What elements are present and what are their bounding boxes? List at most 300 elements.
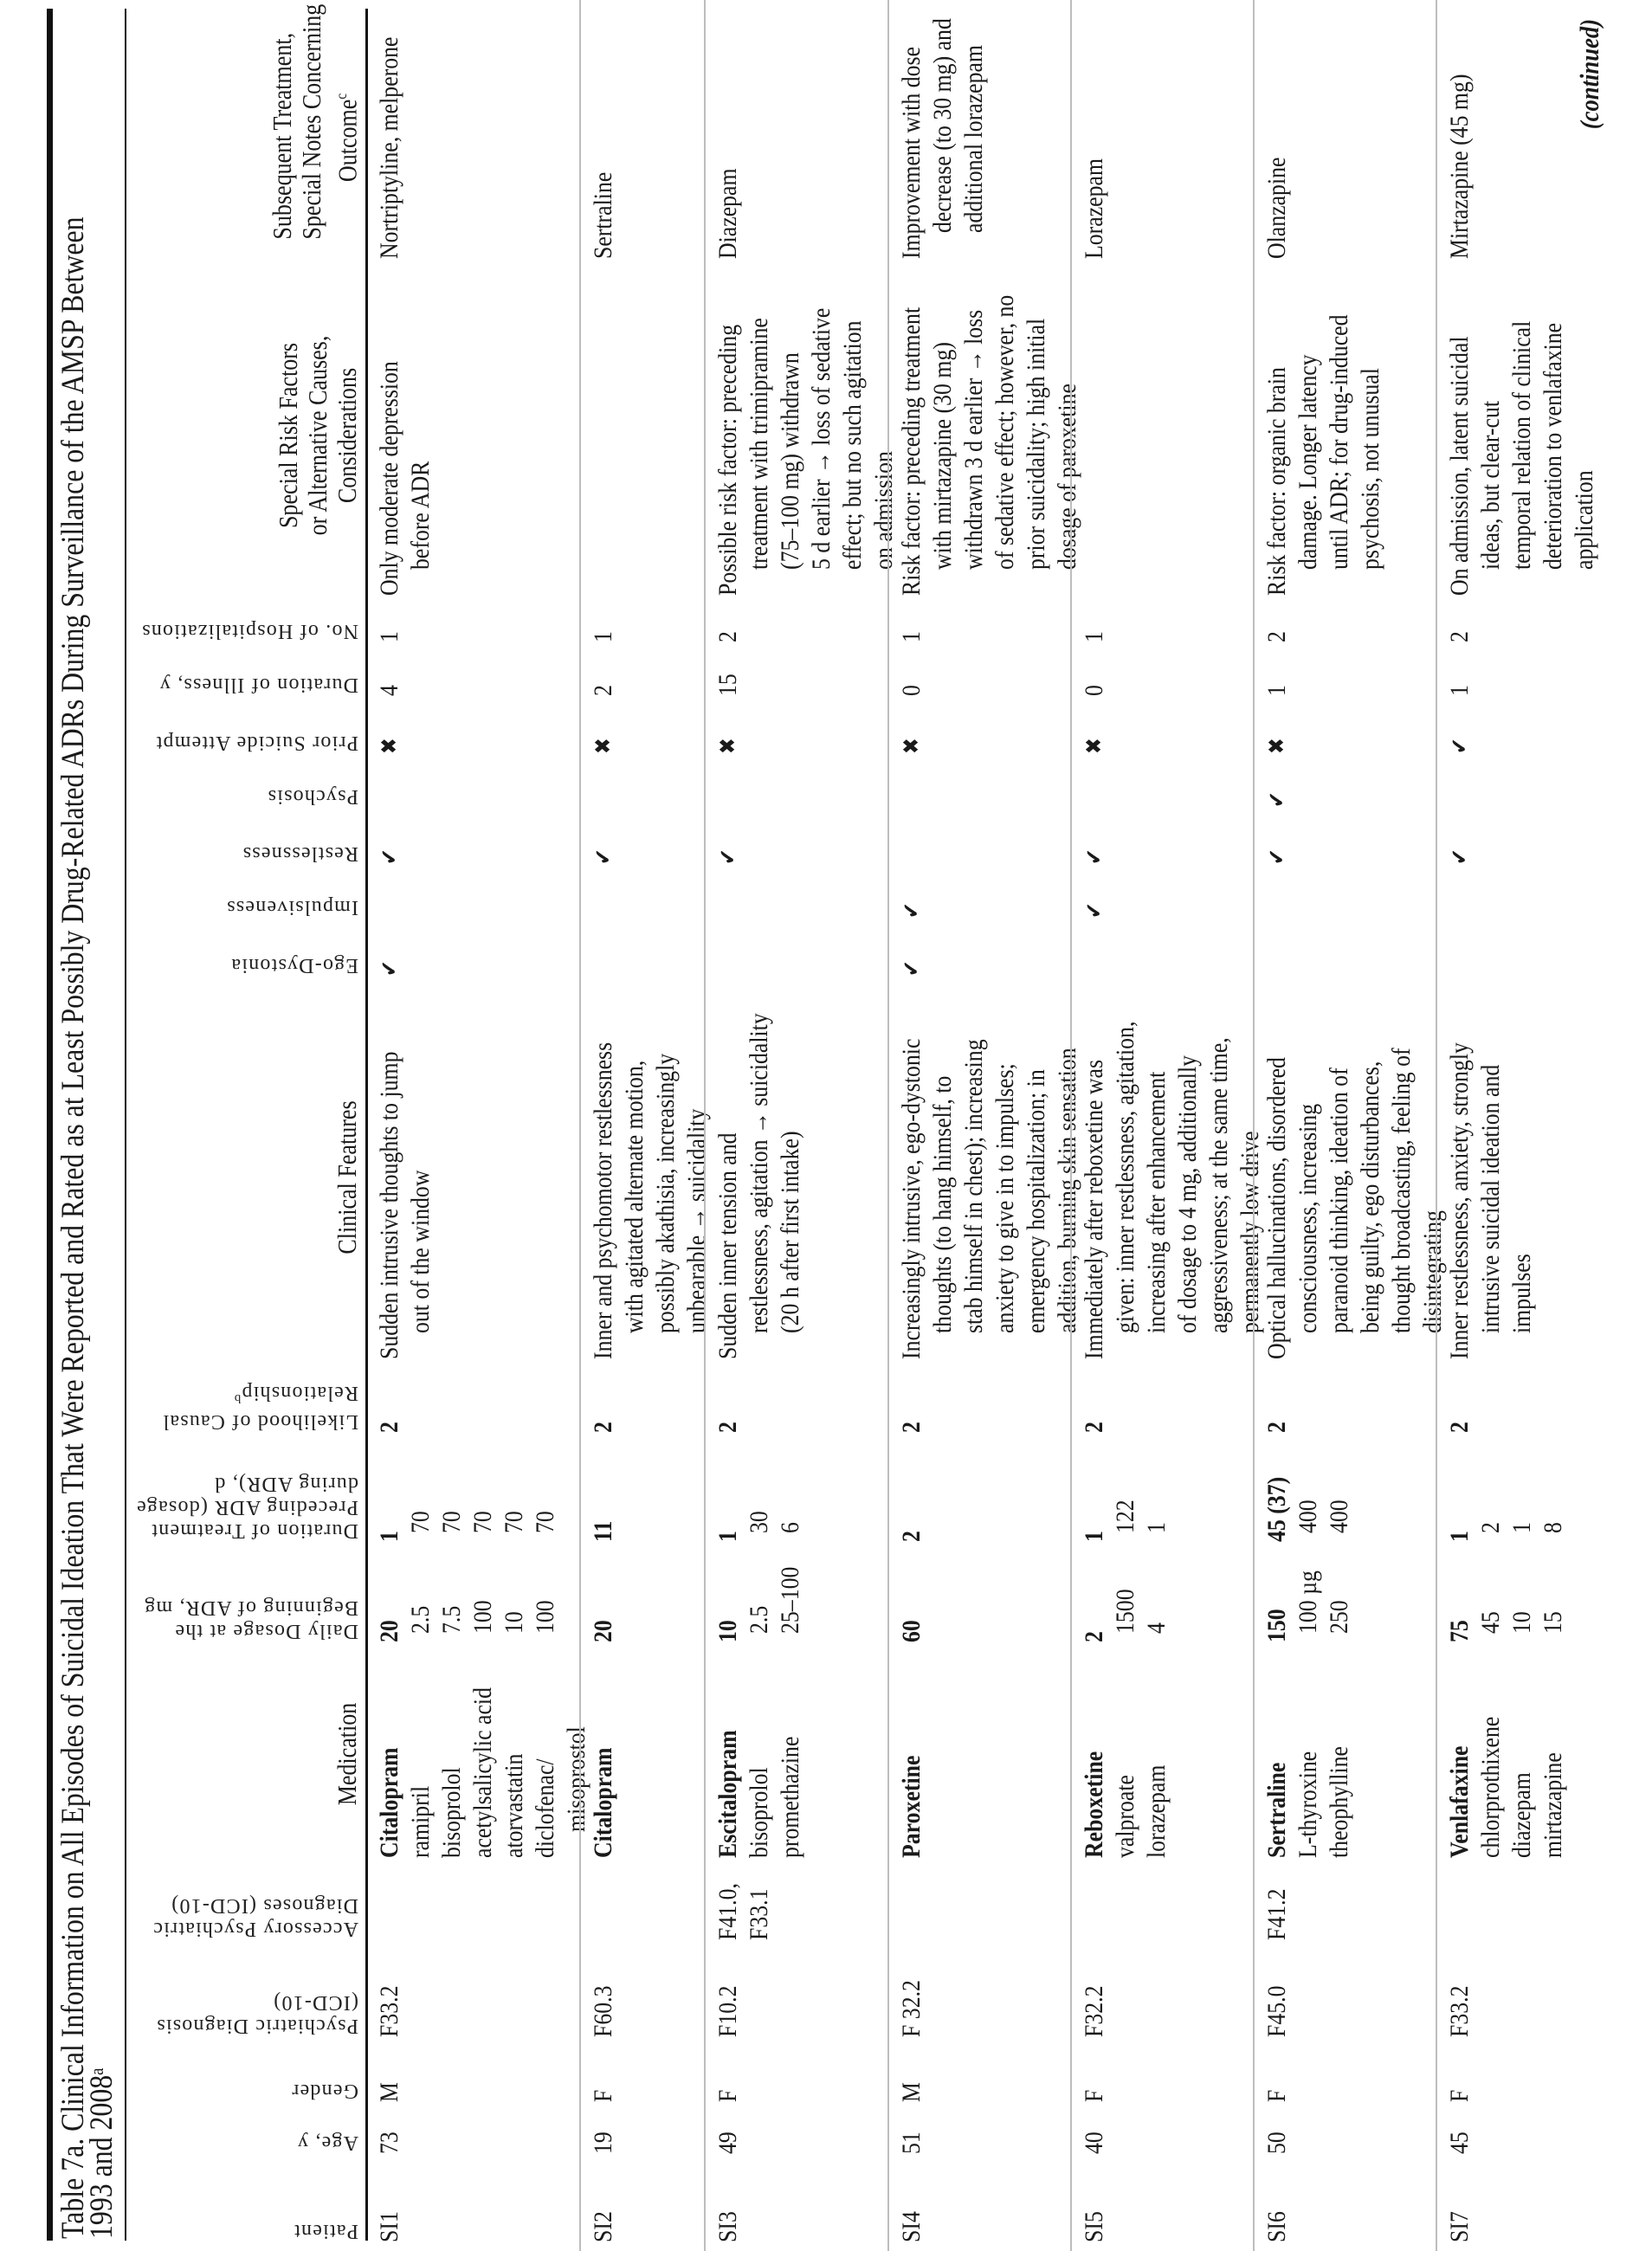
clinical-line: disintegrating: [1418, 1210, 1447, 1333]
column-header-line: [132, 1381, 358, 1409]
comedication: promethazine: [776, 1736, 804, 1858]
accessory-line: F41.0,: [713, 1883, 742, 1940]
duration-value: 45 (37): [1262, 1476, 1291, 1542]
subsequent-line: Improvement with dose: [897, 46, 926, 259]
column-header-line: Ego-Dystonia: [230, 954, 358, 977]
duration-value: 70: [468, 1511, 497, 1533]
risk-line: on admission: [869, 451, 898, 570]
duration-value: 1: [1445, 1531, 1474, 1542]
gender-value: F: [713, 2089, 742, 2102]
clinical-line: Immediately after reboxetine was: [1080, 1059, 1108, 1359]
column-header-illness-duration: [132, 673, 358, 696]
column-header-line: Patient: [293, 2220, 358, 2242]
table-row: [887, 0, 1081, 2251]
restlessness-cell: [713, 846, 744, 865]
column-header-line: Psychosis: [267, 785, 358, 808]
table-row: [1253, 0, 1447, 2251]
medications-cell: [713, 1709, 806, 1858]
risk-line: 5 d earlier → loss of sedative: [807, 307, 836, 570]
patient-value: SI5: [1080, 2211, 1108, 2242]
duration-value: 1: [1142, 1522, 1171, 1533]
table-title-line1: Table 7a. Clinical Information on All Episodes of Suicidal Ideation That Were Reported and Rated as at Least Possibly Drug-Related ADRs During Surveillance of the AMSP Between: [55, 216, 91, 2239]
duration-value: 1: [375, 1531, 403, 1542]
medications-cell: [1262, 1728, 1355, 1858]
medications-cell: [1444, 1693, 1569, 1858]
illness-duration-value: 4: [375, 685, 403, 696]
clinical-cell: [588, 990, 713, 1359]
age-value: 50: [1262, 2132, 1291, 2154]
comedication: diazepam: [1507, 1772, 1536, 1858]
comedication: valproate: [1111, 1775, 1139, 1858]
medications-cell: [588, 1730, 619, 1858]
age-cell: [1444, 2128, 1475, 2154]
patient-value: SI1: [375, 2211, 403, 2242]
clinical-line: given: inner restlessness, agitation,: [1111, 1021, 1139, 1333]
gender-value: F: [1445, 2089, 1474, 2102]
durations-cell: [1262, 1467, 1355, 1542]
risk-line: temporal relation of clinical: [1507, 320, 1536, 570]
footnote-mark: c: [332, 93, 350, 100]
cross-icon: ✖: [1264, 738, 1290, 754]
durations-cell: [1444, 1520, 1569, 1542]
clinical-line: stab himself in chest); increasing: [959, 1039, 988, 1333]
comedication: bisoprolol: [745, 1767, 773, 1858]
cross-icon: ✖: [377, 738, 403, 754]
risk-cell: [896, 250, 1083, 596]
risk-line: psychosis, not unusual: [1356, 368, 1384, 570]
column-header-line: (ICD-10): [273, 1991, 358, 2014]
checkmark-icon: ✔: [899, 902, 925, 919]
hospitalizations-value: 2: [713, 631, 742, 642]
dosage-value: 20: [375, 1620, 403, 1642]
dosage-value: 25–100: [776, 1566, 804, 1634]
clinical-line: Sudden inner tension and: [713, 1132, 742, 1359]
column-header-line: Duration of Illness, y: [158, 674, 358, 696]
likelihood-value: 2: [1262, 1422, 1291, 1433]
hospitalizations-value: 1: [897, 631, 926, 642]
column-header-line: Likelihood of Causal: [162, 1410, 358, 1433]
dosage-value: 250: [1325, 1600, 1353, 1634]
risk-line: Risk factor: organic brain: [1262, 367, 1291, 596]
risk-line: Risk factor: preceding treatment: [897, 306, 926, 596]
primary-medication: Escitalopram: [713, 1730, 742, 1858]
prior-suicide-cell: [588, 735, 619, 754]
gender-value: F: [589, 2089, 617, 2102]
column-header-line: Restlessness: [242, 842, 358, 865]
subsequent-line: Nortriptyline, melperone: [375, 36, 403, 259]
column-header-durations: [132, 1472, 358, 1542]
checkmark-icon: ✔: [1447, 738, 1473, 754]
risk-line: dosage of paroxetine: [1053, 384, 1081, 570]
accessory-cell: [713, 1874, 775, 1940]
duration-value: 400: [1294, 1500, 1322, 1533]
diagnosis-cell: [1079, 1977, 1110, 2037]
likelihood-cell: [896, 1420, 927, 1433]
clinical-line: Inner and psychomotor restlessness: [589, 1042, 617, 1359]
column-header-clinical: [332, 996, 362, 1359]
clinical-line: possibly akathisia, increasingly: [651, 1053, 680, 1333]
clinical-line: of dosage to 4 mg, additionally: [1173, 1055, 1202, 1333]
illness-duration-value: 1: [1445, 685, 1474, 696]
risk-line: withdrawn 3 d earlier → loss: [959, 309, 988, 570]
illness-duration-value: 2: [589, 685, 617, 696]
diagnosis-cell: [1262, 1977, 1293, 2037]
patient-cell: [1079, 2206, 1110, 2242]
column-header-line: Daily Dosage at the: [174, 1620, 358, 1642]
dosage-value: 7.5: [437, 1605, 466, 1634]
comedication: chlorprothixene: [1476, 1716, 1505, 1858]
column-header-line: Preceding ADR (dosage: [135, 1496, 358, 1519]
patient-cell: [588, 2206, 619, 2242]
primary-medication: Citalopram: [375, 1747, 403, 1858]
patient-value: SI3: [713, 2211, 742, 2242]
illness-duration-cell: [1444, 683, 1475, 696]
column-header-line: Duration of Treatment: [151, 1519, 358, 1542]
clinical-line: Optical hallucinations, disordered: [1262, 1057, 1291, 1359]
age-value: 45: [1445, 2132, 1474, 2154]
primary-medication: Citalopram: [589, 1747, 617, 1858]
risk-line: application: [1570, 470, 1598, 570]
column-header-line: [326, 35, 362, 239]
column-header-likelihood: [132, 1381, 358, 1433]
duration-value: 1: [1507, 1522, 1536, 1533]
likelihood-cell: [1262, 1420, 1293, 1433]
column-header-line: Outcome: [332, 99, 362, 183]
dosages-cell: [1079, 1582, 1172, 1642]
clinical-line: thought broadcasting, feeling of: [1387, 1048, 1416, 1333]
ego-cell: [374, 958, 405, 977]
gender-value: M: [375, 2082, 403, 2102]
clinical-line: unbearable → suicidality: [682, 1108, 711, 1333]
column-header-ego: [132, 953, 358, 977]
restlessness-cell: [374, 846, 405, 865]
likelihood-value: 2: [1445, 1422, 1474, 1433]
table-title-line2: 1993 and 2008: [84, 2074, 119, 2239]
dosage-value: 10: [1507, 1611, 1536, 1634]
dosage-value: 75: [1445, 1620, 1474, 1642]
checkmark-icon: ✔: [1264, 791, 1290, 808]
diagnosis-value: F 32.2: [897, 1980, 926, 2037]
comedication: mirtazapine: [1539, 1752, 1567, 1858]
durations-cell: [1079, 1494, 1172, 1542]
risk-line: with mirtazapine (30 mg): [928, 342, 957, 570]
column-header-patient: [132, 2219, 358, 2242]
prior-suicide-cell: [896, 735, 927, 754]
comedication: misoprostol: [562, 1726, 590, 1832]
gender-value: F: [1262, 2089, 1291, 2102]
hospitalizations-value: 1: [1080, 631, 1108, 642]
column-header-line: Accessory Psychiatric: [152, 1918, 358, 1940]
table-title-continued: [84, 2067, 119, 2239]
gender-cell: [1079, 2087, 1110, 2102]
column-header-medications: [332, 1650, 362, 1858]
column-header-gender: [132, 2079, 358, 2102]
comedication: diclofenac/: [531, 1758, 559, 1858]
clinical-line: addition, burning skin sensation: [1053, 1048, 1081, 1333]
subsequent-cell: [1444, 44, 1475, 259]
prior-suicide-cell: [1262, 735, 1293, 754]
column-header-accessory: [132, 1893, 358, 1940]
continued-note: (continued): [1574, 19, 1604, 130]
diagnosis-value: F33.2: [1445, 1985, 1474, 2037]
accessory-cell: [1262, 1880, 1293, 1940]
table-row: [704, 0, 898, 2251]
subsequent-cell: [896, 0, 990, 259]
subsequent-line: additional lorazepam: [959, 44, 988, 233]
hospitalizations-cell: [1079, 629, 1110, 642]
clinical-line: Inner restlessness, anxiety, strongly: [1445, 1042, 1474, 1359]
dosage-value: 10: [500, 1611, 528, 1634]
diagnosis-value: F32.2: [1080, 1985, 1108, 2037]
primary-medication: Paroxetine: [897, 1755, 926, 1858]
diagnosis-cell: [588, 1977, 619, 2037]
hospitalizations-cell: [1444, 629, 1475, 642]
primary-medication: Reboxetine: [1080, 1751, 1108, 1858]
column-header-line: Subsequent Treatment,: [266, 32, 297, 240]
clinical-line: restlessness, agitation → suicidality: [745, 1013, 773, 1333]
top-rule: [47, 9, 53, 2241]
column-header-prior-suicide: [132, 731, 358, 754]
clinical-line: increasing after enhancement: [1142, 1071, 1171, 1333]
dosage-value: 4: [1142, 1622, 1171, 1634]
subsequent-line: Olanzapine: [1262, 157, 1291, 259]
subsequent-cell: [588, 158, 619, 259]
gender-cell: [374, 2079, 405, 2102]
table-row: [579, 0, 711, 2251]
dosage-value: 2.5: [406, 1605, 435, 1634]
checkmark-icon: ✔: [899, 960, 925, 977]
risk-line: until ADR; for drug-induced: [1325, 314, 1353, 570]
patient-cell: [1262, 2206, 1293, 2242]
clinical-line: (20 h after first intake): [776, 1131, 804, 1333]
column-header-line: Age, y: [296, 2132, 358, 2154]
clinical-line: thoughts (to hang himself, to: [928, 1075, 957, 1333]
checkmark-icon: ✔: [377, 960, 403, 977]
clinical-line: Increasingly intrusive, ego-dystonic: [897, 1038, 926, 1359]
subsequent-line: Lorazepam: [1080, 158, 1108, 259]
diagnosis-value: F10.2: [713, 1985, 742, 2037]
likelihood-cell: [1079, 1420, 1110, 1433]
subsequent-line: Mirtazapine (45 mg): [1445, 74, 1474, 259]
column-header-dosages: [132, 1596, 358, 1642]
dosages-cell: [588, 1616, 619, 1642]
cross-icon: ✖: [590, 738, 616, 754]
clinical-cell: [1444, 991, 1538, 1359]
dosage-value: 10: [713, 1620, 742, 1642]
impulsiveness-cell: [896, 900, 927, 919]
checkmark-icon: ✔: [377, 848, 403, 865]
patient-value: SI7: [1445, 2211, 1474, 2242]
durations-cell: [896, 1529, 927, 1542]
gender-value: F: [1080, 2089, 1108, 2102]
hospitalizations-cell: [588, 629, 619, 642]
clinical-line: with agitated alternate motion,: [620, 1060, 649, 1333]
column-header-line: Medication: [332, 1702, 362, 1806]
dosage-value: 100: [531, 1600, 559, 1634]
gender-cell: [896, 2079, 927, 2102]
ego-cell: [896, 958, 927, 977]
comedication: L-thyroxine: [1294, 1751, 1322, 1858]
column-header-line: Psychiatric Diagnosis: [156, 2015, 358, 2037]
dosage-value: 100 µg: [1294, 1571, 1322, 1634]
age-value: 73: [375, 2132, 403, 2154]
subsequent-cell: [1079, 142, 1110, 259]
illness-duration-cell: [1262, 683, 1293, 696]
dosages-cell: [713, 1556, 806, 1642]
age-cell: [896, 2128, 927, 2154]
dosages-cell: [374, 1595, 561, 1642]
dosage-value: 20: [589, 1620, 617, 1642]
dosage-value: 1500: [1111, 1589, 1139, 1634]
column-header-line: No. of Hospitalizations: [141, 620, 358, 642]
accessory-line: F41.2: [1262, 1888, 1291, 1940]
clinical-cell: [713, 961, 806, 1359]
age-value: 40: [1080, 2132, 1108, 2154]
dosages-cell: [1262, 1560, 1355, 1642]
likelihood-cell: [1444, 1420, 1475, 1433]
dosage-value: 2: [1080, 1631, 1108, 1642]
likelihood-value: 2: [375, 1422, 403, 1433]
duration-value: 1: [1080, 1531, 1108, 1542]
patient-cell: [896, 2206, 927, 2242]
risk-line: Possible risk factor: preceding: [713, 324, 742, 596]
duration-value: 2: [897, 1531, 926, 1542]
patient-value: SI2: [589, 2211, 617, 2242]
duration-value: 400: [1325, 1500, 1353, 1533]
gender-cell: [713, 2087, 744, 2102]
risk-line: treatment with trimipramine: [745, 318, 773, 570]
illness-duration-cell: [713, 670, 744, 696]
risk-line: of sedative effect; however, no: [991, 294, 1019, 570]
clinical-line: permanently low drive: [1236, 1131, 1264, 1333]
comedication: ramipril: [406, 1785, 435, 1858]
patient-value: SI4: [897, 2211, 926, 2242]
cross-icon: ✖: [899, 738, 925, 754]
column-header-line: Relationship: [241, 1382, 358, 1404]
age-cell: [588, 2128, 619, 2154]
gender-cell: [1262, 2087, 1293, 2102]
clinical-cell: [1079, 971, 1266, 1359]
risk-cell: [1444, 281, 1600, 596]
clinical-line: intrusive suicidal ideation and: [1476, 1064, 1505, 1333]
dosage-value: 60: [897, 1620, 926, 1642]
durations-cell: [713, 1507, 806, 1542]
hospitalizations-cell: [1262, 629, 1293, 642]
duration-value: 8: [1539, 1522, 1567, 1533]
clinical-line: emergency hospitalization; in: [1022, 1069, 1050, 1333]
diagnosis-value: F60.3: [589, 1985, 617, 2037]
clinical-cell: [896, 986, 1083, 1359]
cross-icon: ✖: [715, 738, 741, 754]
patient-cell: [374, 2206, 405, 2242]
prior-suicide-cell: [374, 735, 405, 754]
hospitalizations-cell: [896, 629, 927, 642]
illness-duration-cell: [374, 683, 405, 696]
risk-line: (75–100 mg) withdrawn: [776, 352, 804, 570]
restlessness-cell: [1262, 846, 1293, 865]
clinical-line: consciousness, increasing: [1294, 1103, 1322, 1333]
diagnosis-value: F33.2: [375, 1985, 403, 2037]
subsequent-cell: [1262, 140, 1293, 259]
table-row: [1070, 0, 1264, 2251]
cross-icon: ✖: [1081, 738, 1107, 754]
duration-value: 1: [713, 1531, 742, 1542]
age-cell: [1079, 2128, 1110, 2154]
gender-cell: [1444, 2087, 1475, 2102]
checkmark-icon: ✔: [715, 848, 741, 865]
title-footnote-mark: a: [86, 2067, 107, 2075]
column-header-line: Prior Suicide Attempt: [155, 732, 358, 754]
checkmark-icon: ✔: [590, 848, 616, 865]
duration-value: 2: [1476, 1522, 1505, 1533]
column-header-line: Considerations: [332, 367, 362, 504]
duration-value: 11: [589, 1520, 617, 1542]
column-header-line: Gender: [291, 2080, 358, 2102]
primary-medication: Sertraline: [1262, 1762, 1291, 1858]
risk-line: damage. Longer latency: [1294, 354, 1322, 570]
column-header-hospitalizations: [132, 619, 358, 642]
age-cell: [374, 2128, 405, 2154]
prior-suicide-cell: [713, 735, 744, 754]
risk-line: prior suicidality; high initial: [1022, 318, 1050, 570]
comedication: theophylline: [1325, 1746, 1353, 1858]
durations-cell: [374, 1507, 561, 1542]
checkmark-icon: ✔: [1264, 848, 1290, 865]
diagnosis-cell: [713, 1977, 744, 2037]
durations-cell: [588, 1518, 619, 1542]
comedication: acetylsalicylic acid: [468, 1687, 497, 1858]
likelihood-value: 2: [897, 1422, 926, 1433]
clinical-line: aggressiveness; at the same time,: [1204, 1037, 1233, 1333]
column-header-age: [132, 2131, 358, 2154]
diagnosis-cell: [374, 1977, 405, 2037]
column-header-line: Beginning of ADR, mg: [143, 1596, 358, 1619]
psychosis-cell: [1262, 789, 1293, 808]
impulsiveness-cell: [1079, 900, 1110, 919]
duration-value: 70: [531, 1511, 559, 1533]
column-header-impulsiveness: [132, 895, 358, 919]
hospitalizations-cell: [713, 629, 744, 642]
dosage-value: 150: [1262, 1609, 1291, 1642]
patient-value: SI6: [1262, 2211, 1291, 2242]
column-header-line: Diagnoses (ICD-10): [171, 1894, 358, 1917]
illness-duration-cell: [896, 683, 927, 696]
gender-value: M: [897, 2082, 926, 2102]
clinical-line: paranoid thinking, ideation of: [1325, 1067, 1353, 1333]
hospitalizations-value: 1: [589, 631, 617, 642]
checkmark-icon: ✔: [1447, 848, 1473, 865]
checkmark-icon: ✔: [1081, 902, 1107, 919]
duration-value: 122: [1111, 1500, 1139, 1533]
table-row: [367, 0, 590, 2251]
column-header-psychosis: [132, 784, 358, 808]
age-value: 49: [713, 2132, 742, 2154]
likelihood-cell: [588, 1420, 619, 1433]
hospitalizations-value: 1: [375, 631, 403, 642]
diagnosis-cell: [1444, 1977, 1475, 2037]
diagnosis-cell: [896, 1970, 927, 2037]
clinical-line: anxiety to give in to impulses;: [991, 1063, 1019, 1333]
age-cell: [1262, 2128, 1293, 2154]
illness-duration-value: 0: [1080, 685, 1108, 696]
risk-line: ideas, but clear-cut: [1476, 400, 1505, 570]
risk-cell: [713, 265, 900, 596]
likelihood-cell: [374, 1420, 405, 1433]
column-header-subsequent: [266, 3, 362, 259]
duration-value: 70: [437, 1511, 466, 1533]
prior-suicide-cell: [1079, 735, 1110, 754]
comedication: bisoprolol: [437, 1767, 466, 1858]
